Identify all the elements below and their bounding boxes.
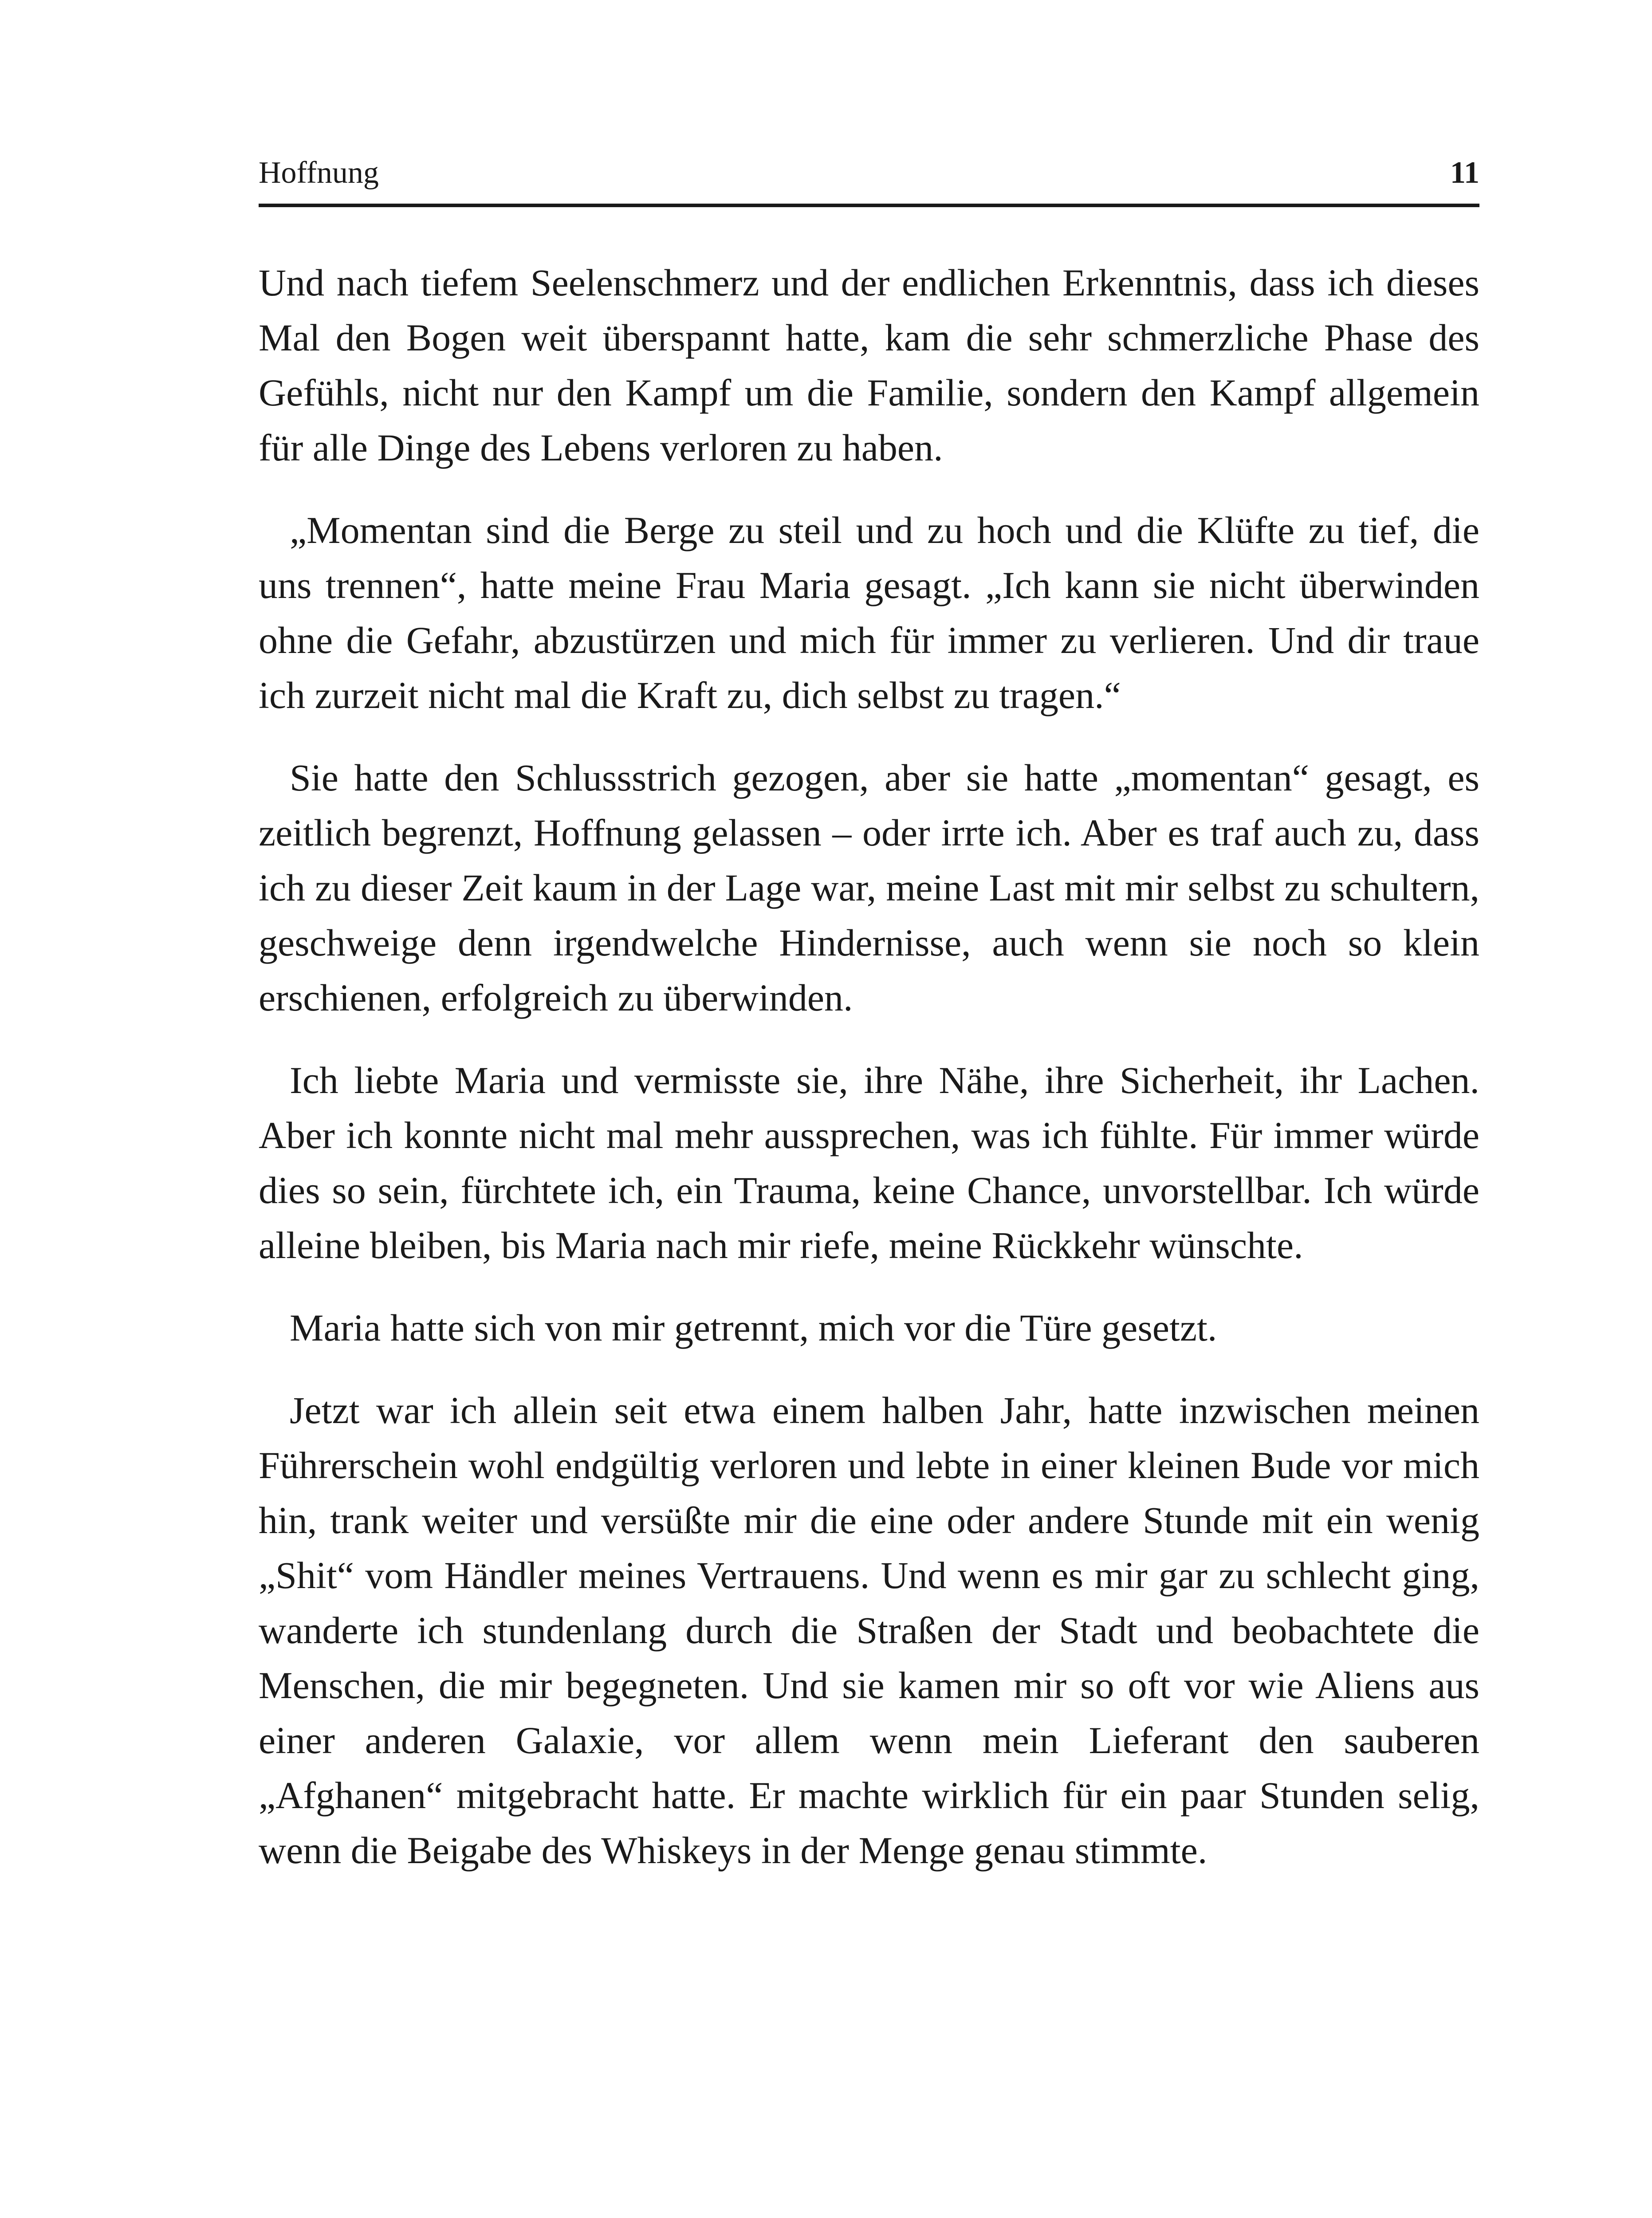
body-text xyxy=(259,255,1479,1905)
paragraph-1: Und nach tiefem Seelenschmerz und der endlichen Erkenntnis, dass ich dieses Mal den Bogen weit überspannt hatte, kam die sehr schmerzliche Phase des Gefühls, nicht nur den Kampf um die Familie, sondern den Kampf allgemein für alle Dinge des Lebens verloren zu haben. xyxy=(259,261,1479,469)
running-title: Hoffnung xyxy=(259,156,379,190)
paragraph-5: Maria hatte sich von mir getrennt, mich vor die Türe gesetzt. xyxy=(290,1306,1217,1349)
paragraph-6: Jetzt war ich allein seit etwa einem halben Jahr, hatte inzwischen meinen Führerschein wohl endgültig verloren und lebte in einer kleinen Bude vor mich hin, trank weiter und versüßte mir die eine oder andere Stunde mit ein wenig „Shit“ vom Händler meines Vertrauens. Und wenn es mir gar zu schlecht ging, wanderte ich stundenlang durch die Straßen der Stadt und beobachtete die Menschen, die mir begegneten. Und sie kamen mir so oft vor wie Aliens aus einer anderen Galaxie, vor allem wenn mein Lieferant den sauberen „Afghanen“ mitgebracht hatte. Er machte wirklich für ein paar Stunden selig, wenn die Beigabe des Whiskeys in der Menge genau stimmte. xyxy=(259,1389,1479,1872)
header-rule xyxy=(259,204,1479,207)
page-number: 11 xyxy=(1450,156,1479,190)
running-header xyxy=(259,149,1479,197)
book-page xyxy=(259,0,1479,2218)
paragraph-3: Sie hatte den Schlussstrich gezogen, aber sie hatte „momentan“ gesagt, es zeitlich begrenzt, Hoffnung gelassen – oder irrte ich. Aber es traf auch zu, dass ich zu dieser Zeit kaum in der Lage war, meine Last mit mir selbst zu schultern, geschweige denn irgendwelche Hindernisse, auch wenn sie noch so klein erschienen, erfolgreich zu überwinden. xyxy=(259,756,1479,1019)
paragraph-2: „Momentan sind die Berge zu steil und zu hoch und die Klüfte zu tief, die uns trennen“, hatte meine Frau Maria gesagt. „Ich kann sie nicht überwinden ohne die Gefahr, abzustürzen und mich für immer zu verlieren. Und dir traue ich zurzeit nicht mal die Kraft zu, dich selbst zu tragen.“ xyxy=(259,509,1479,716)
paragraph-4: Ich liebte Maria und vermisste sie, ihre Nähe, ihre Sicherheit, ihr Lachen. Aber ich konnte nicht mal mehr aussprechen, was ich fühlte. Für immer würde dies so sein, fürchtete ich, ein Trauma, keine Chance, unvorstellbar. Ich würde alleine bleiben, bis Maria nach mir riefe, meine Rückkehr wünschte. xyxy=(259,1059,1479,1266)
